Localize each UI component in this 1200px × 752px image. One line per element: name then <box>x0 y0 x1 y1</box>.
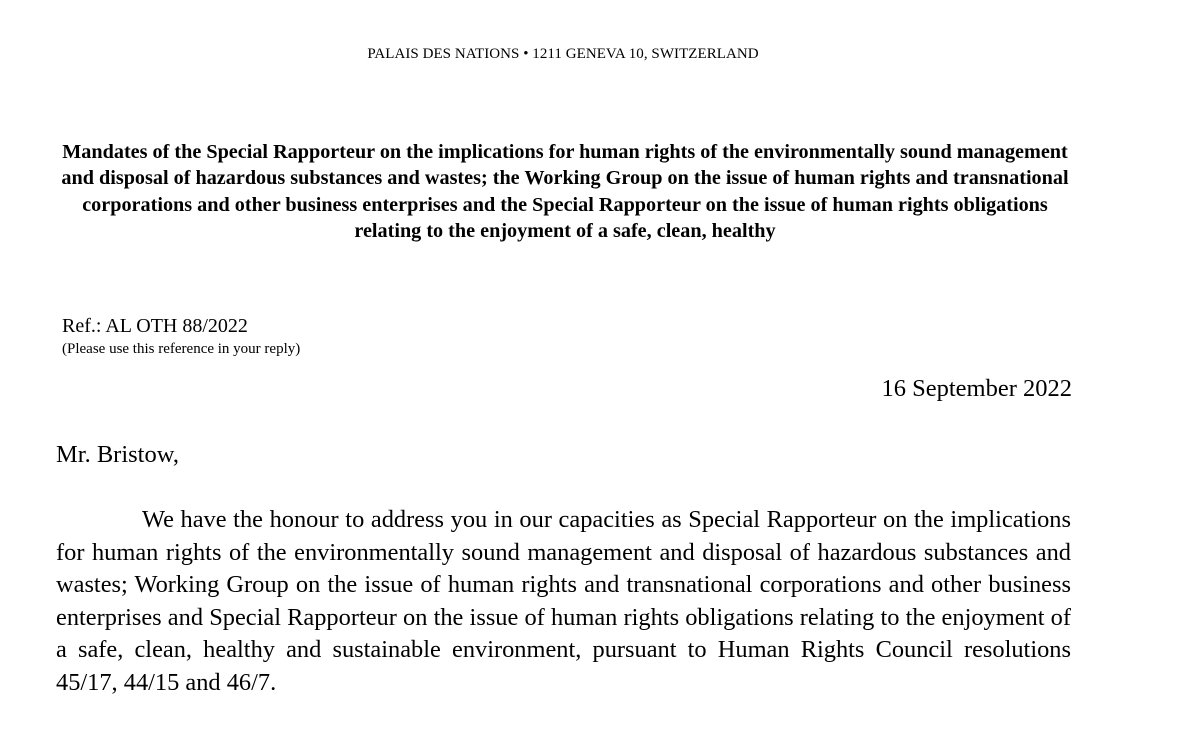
letterhead-address: PALAIS DES NATIONS • 1211 GENEVA 10, SWITZERLAND <box>367 46 759 62</box>
body-paragraph: We have the honour to address you in our capacities as Special Rapporteur on the implications for human rights of the environmentally sound management and disposal of hazardous substances and wastes; Working Group on the issue of human rights and transnational corporations and other business enterprises and Special Rapporteur on the issue of human rights obligations relating to the enjoyment of a safe, clean, healthy and sustainable environment, pursuant to Human Rights Council resolutions 45/17, 44/15 and 46/7. <box>56 506 1071 696</box>
letter-date: 16 September 2022 <box>881 375 1072 402</box>
reference-note: (Please use this reference in your reply) <box>62 341 301 357</box>
reference-number: Ref.: AL OTH 88/2022 <box>62 315 248 337</box>
mandates-title: Mandates of the Special Rapporteur on the implications for human rights of the environmentally sound management and disposal of hazardous substances and wastes; the Working Group on the issue of human rights and transnational corporations and other business enterprises and the Special Rapporteur on the issue of human rights obligations relating to the enjoyment of a safe, clean, healthy <box>61 141 1069 243</box>
salutation: Mr. Bristow, <box>56 441 179 468</box>
